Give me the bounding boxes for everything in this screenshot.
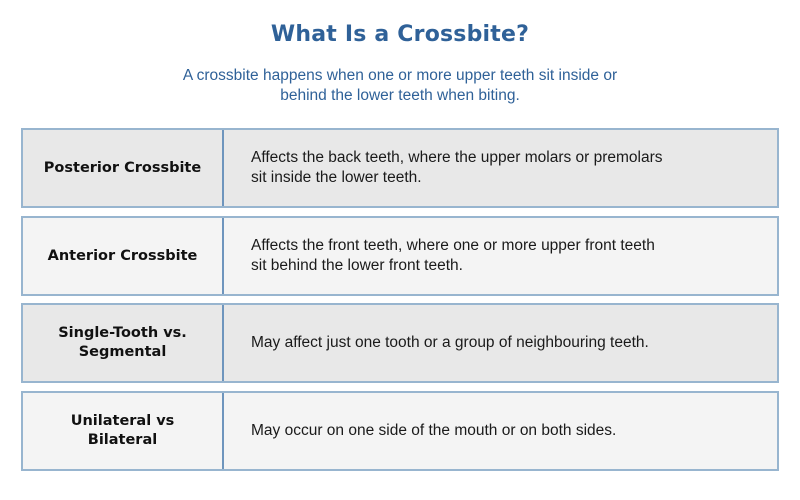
row-label <box>23 305 224 381</box>
row-description <box>224 130 777 206</box>
row-label-text: Anterior Crossbite <box>47 247 198 264</box>
row-label <box>23 218 224 294</box>
page-subtitle <box>0 66 800 106</box>
table-row-anterior-crossbite <box>21 216 779 296</box>
page-title: What Is a Crossbite? <box>270 22 530 47</box>
row-description-line: May affect just one tooth or a group of neighbouring teeth. <box>251 334 649 351</box>
row-label <box>23 130 224 206</box>
row-label-text: Bilateral <box>87 432 158 448</box>
subtitle-line: behind the lower teeth when biting. <box>280 87 520 104</box>
row-label <box>23 393 224 469</box>
table-row-unilateral-vs-bilateral <box>21 391 779 471</box>
row-label-text: Posterior Crossbite <box>43 159 202 176</box>
row-description <box>224 393 777 469</box>
row-label-text: Single-Tooth vs. <box>58 325 187 341</box>
row-label-text: Segmental <box>78 344 167 360</box>
row-description-line: May occur on one side of the mouth or on both sides. <box>251 422 617 439</box>
row-description-line: Affects the front teeth, where one or more upper front teeth <box>251 237 655 254</box>
table-row-single-tooth-vs-segmental <box>21 303 779 383</box>
row-description-line: sit inside the lower teeth. <box>251 169 422 186</box>
row-description-line: sit behind the lower front teeth. <box>251 257 463 274</box>
table-row-posterior-crossbite <box>21 128 779 208</box>
row-description <box>224 218 777 294</box>
subtitle-line: A crossbite happens when one or more upper teeth sit inside or <box>182 67 618 84</box>
row-description-line: Affects the back teeth, where the upper molars or premolars <box>251 149 663 166</box>
row-label-text: Unilateral vs <box>70 413 175 429</box>
row-description <box>224 305 777 381</box>
